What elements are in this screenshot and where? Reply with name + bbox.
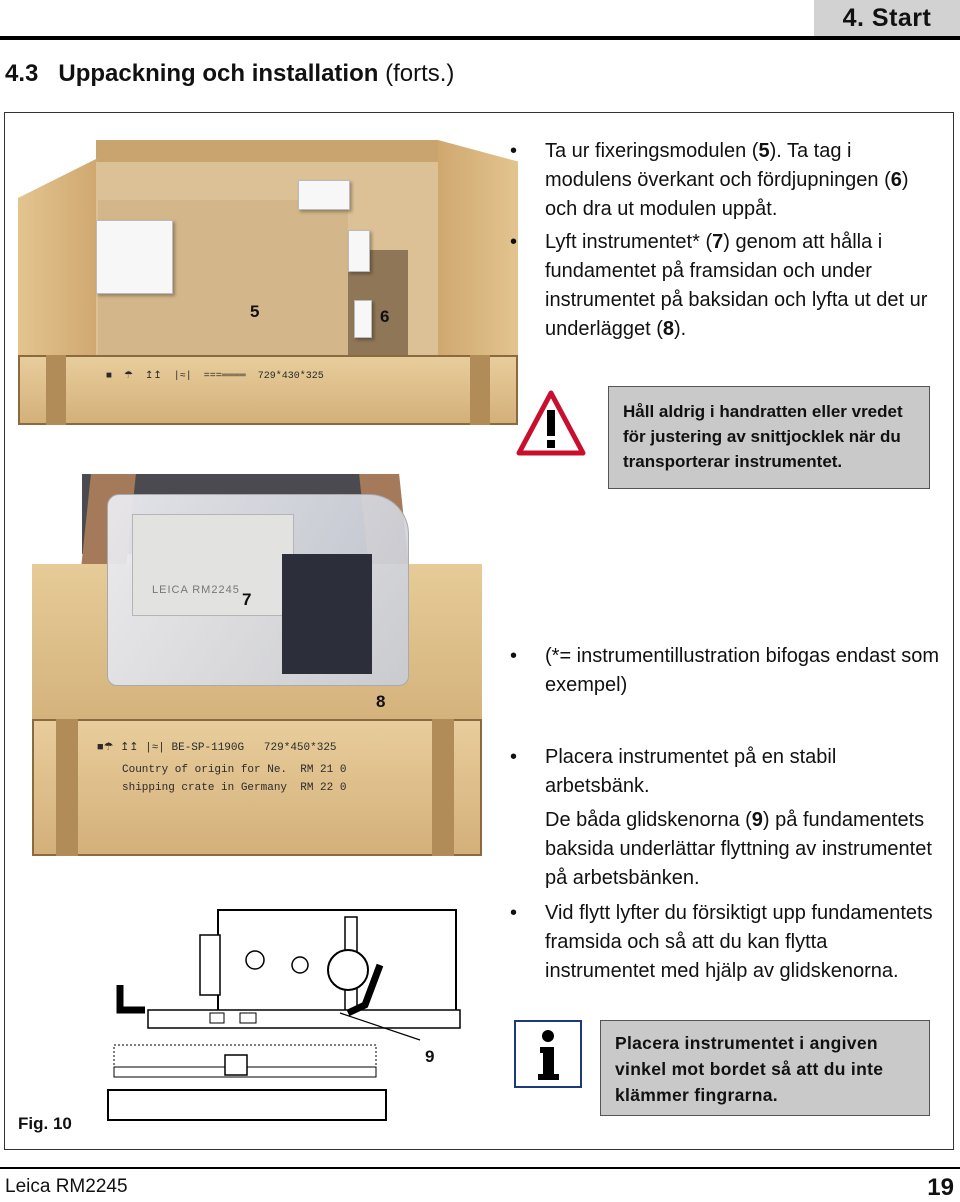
bullet-dot: • xyxy=(510,746,518,768)
figure-label: Fig. 10 xyxy=(18,1114,72,1133)
bullet-dot: • xyxy=(510,140,518,162)
chapter-label: 4. Start xyxy=(814,0,960,36)
section-number: 4.3 xyxy=(5,60,39,87)
crate-stamp-bottom-2: Country of origin for Ne. RM 21 0 xyxy=(122,764,347,776)
header-rule xyxy=(0,36,960,40)
bullet-3: • (*= instrumentillustration bifogas endast som exempel) xyxy=(545,642,955,700)
photo-lifting-instrument xyxy=(22,474,482,856)
bullet-dot: • xyxy=(510,231,518,253)
footer-brand: Leica RM2245 xyxy=(5,1176,128,1197)
warning-triangle-icon xyxy=(516,390,586,456)
crate-stamp-bottom-1: ■☂ ↥↥ |≈| BE-SP-1190G 729*450*325 xyxy=(97,742,337,754)
bullet-2: • Lyft instrumentet* (7) genom att hålla i fundamentet på framsidan och under instrumentet på baksidan och lyfta ut det ur underlägget (8). xyxy=(545,228,940,344)
page-number: 19 xyxy=(927,1174,954,1201)
crate-stamp-bottom-3: shipping crate in Germany RM 22 0 xyxy=(122,782,347,794)
note-box: Placera instrumentet i angiven vinkel mot bordet så att du inte klämmer fingrarna. xyxy=(600,1020,930,1116)
info-icon xyxy=(514,1020,582,1088)
section-title xyxy=(5,60,454,88)
bullet-5: • Vid flytt lyfter du försiktigt upp fundamentets framsida och så att du kan flytta instrumentet med hjälp av glidskenorna. xyxy=(545,899,940,986)
bullet-4: • Placera instrumentet på en stabil arbetsbänk. xyxy=(545,743,940,801)
bullet-dot: • xyxy=(510,645,518,667)
footer-rule xyxy=(0,1167,960,1169)
bullet-4-continued: De båda glidskenorna (9) på fundamentets baksida underlättar flyttning av instrumentet på arbetsbänken. xyxy=(545,809,932,889)
section-title-text: Uppackning och installation xyxy=(58,60,379,87)
photo-open-crate xyxy=(18,130,518,430)
section-suffix: (forts.) xyxy=(385,60,455,87)
callout-8: 8 xyxy=(376,692,386,711)
bullet-1: • Ta ur fixeringsmodulen (5). Ta tag i modulens överkant och fördjupningen (6) och dra ut modulen uppåt. xyxy=(545,137,940,224)
crate-stamp-top: ■ ☂ ↥↥ |≈| ===════ 729*430*325 xyxy=(106,371,324,382)
callout-5: 5 xyxy=(250,302,260,321)
callout-9: 9 xyxy=(425,1047,435,1066)
instrument-label: LEICA RM2245 xyxy=(152,584,240,596)
warning-box: Håll aldrig i handratten eller vredet för justering av snittjocklek när du transporterar instrumentet. xyxy=(608,386,930,489)
callout-6: 6 xyxy=(380,307,390,326)
drawing-glide-rails xyxy=(100,905,500,1125)
callout-7: 7 xyxy=(242,590,252,609)
bullet-dot: • xyxy=(510,902,518,924)
